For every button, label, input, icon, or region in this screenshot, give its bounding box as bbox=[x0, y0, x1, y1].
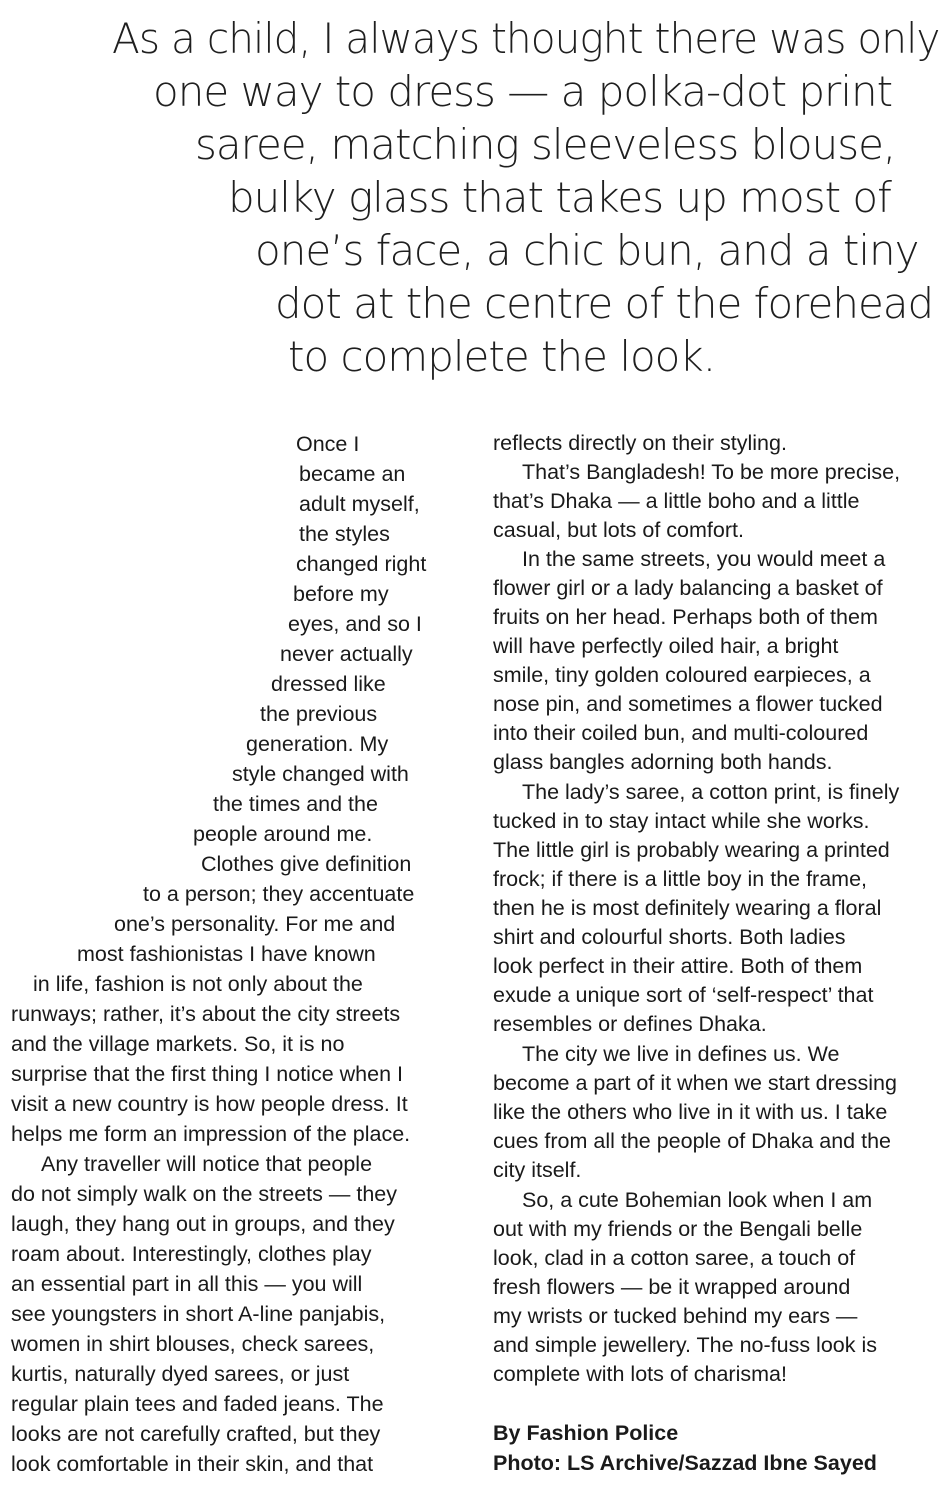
text-line: kurtis, naturally dyed sarees, or just bbox=[11, 1362, 350, 1386]
author-credit: By Fashion Police bbox=[493, 1421, 679, 1445]
text-line: people around me. bbox=[193, 822, 373, 846]
photo-credit: Photo: LS Archive/Sazzad Ibne Sayed bbox=[493, 1451, 877, 1475]
intro-line: to complete the look. bbox=[288, 332, 716, 381]
text-line: That’s Bangladesh! To be more precise, bbox=[522, 460, 901, 484]
text-line: the times and the bbox=[213, 792, 378, 816]
text-line: frock; if there is a little boy in the frame, bbox=[493, 867, 868, 891]
text-line: into their coiled bun, and multi-coloured bbox=[493, 721, 869, 745]
text-line: reflects directly on their styling. bbox=[493, 431, 787, 455]
text-line: became an bbox=[299, 462, 406, 486]
text-line: look comfortable in their skin, and that bbox=[11, 1452, 374, 1476]
text-line: smile, tiny golden coloured earpieces, a bbox=[493, 663, 871, 687]
text-line: become a part of it when we start dressing bbox=[493, 1071, 897, 1095]
text-line: the styles bbox=[299, 522, 390, 546]
text-line: runways; rather, it’s about the city streets bbox=[11, 1002, 401, 1026]
text-line: city itself. bbox=[493, 1158, 582, 1182]
text-line: flower girl or a lady balancing a basket of bbox=[493, 576, 883, 600]
text-line: then he is most definitely wearing a floral bbox=[493, 896, 882, 920]
text-line: cues from all the people of Dhaka and the bbox=[493, 1129, 892, 1153]
intro-line: bulky glass that takes up most of bbox=[228, 173, 891, 222]
text-line: see youngsters in short A-line panjabis, bbox=[11, 1302, 386, 1326]
text-line: Clothes give definition bbox=[201, 852, 412, 876]
text-line: regular plain tees and faded jeans. The bbox=[11, 1392, 384, 1416]
text-line: tucked in to stay intact while she works. bbox=[493, 809, 870, 833]
text-line: like the others who live in it with us. I take bbox=[493, 1100, 888, 1124]
text-line: helps me form an impression of the place. bbox=[11, 1122, 411, 1146]
text-line: visit a new country is how people dress. It bbox=[11, 1092, 408, 1116]
text-line: fruits on her head. Perhaps both of them bbox=[493, 605, 878, 629]
text-line: generation. My bbox=[246, 732, 389, 756]
text-line: most fashionistas I have known bbox=[77, 942, 376, 966]
text-line: never actually bbox=[280, 642, 413, 666]
text-line: The city we live in defines us. We bbox=[522, 1042, 840, 1066]
text-line: Once I bbox=[296, 432, 360, 456]
text-line: resembles or defines Dhaka. bbox=[493, 1012, 767, 1036]
text-line: will have perfectly oiled hair, a bright bbox=[493, 634, 839, 658]
text-line: adult myself, bbox=[299, 492, 420, 516]
text-line: before my bbox=[293, 582, 389, 606]
text-line: dressed like bbox=[271, 672, 386, 696]
text-line: in life, fashion is not only about the bbox=[33, 972, 363, 996]
text-line: style changed with bbox=[232, 762, 409, 786]
text-line: The lady’s saree, a cotton print, is finely bbox=[522, 780, 900, 804]
text-line: nose pin, and sometimes a flower tucked bbox=[493, 692, 883, 716]
text-line: changed right bbox=[296, 552, 427, 576]
text-line: looks are not carefully crafted, but they bbox=[11, 1422, 381, 1446]
text-line: one’s personality. For me and bbox=[114, 912, 396, 936]
text-line: fresh flowers — be it wrapped around bbox=[493, 1275, 851, 1299]
intro-line: saree, matching sleeveless blouse, bbox=[195, 120, 896, 169]
intro-line: dot at the centre of the forehead bbox=[275, 279, 934, 328]
text-line: exude a unique sort of ‘self-respect’ that bbox=[493, 983, 874, 1007]
text-line: eyes, and so I bbox=[288, 612, 422, 636]
text-line: out with my friends or the Bengali belle bbox=[493, 1217, 863, 1241]
text-line: roam about. Interestingly, clothes play bbox=[11, 1242, 372, 1266]
text-line: In the same streets, you would meet a bbox=[522, 547, 886, 571]
text-line: surprise that the first thing I notice when I bbox=[11, 1062, 403, 1086]
text-line: So, a cute Bohemian look when I am bbox=[522, 1188, 873, 1212]
text-line: laugh, they hang out in groups, and they bbox=[11, 1212, 395, 1236]
text-line: look, clad in a cotton saree, a touch of bbox=[493, 1246, 856, 1270]
text-line: and simple jewellery. The no-fuss look is bbox=[493, 1333, 877, 1357]
text-line: women in shirt blouses, check sarees, bbox=[11, 1332, 375, 1356]
text-line: look perfect in their attire. Both of them bbox=[493, 954, 863, 978]
text-line: The little girl is probably wearing a printed bbox=[493, 838, 890, 862]
text-line: to a person; they accentuate bbox=[143, 882, 415, 906]
text-line: complete with lots of charisma! bbox=[493, 1362, 787, 1386]
text-line: my wrists or tucked behind my ears — bbox=[493, 1304, 858, 1328]
text-line: Any traveller will notice that people bbox=[41, 1152, 373, 1176]
text-line: an essential part in all this — you will bbox=[11, 1272, 363, 1296]
text-line: shirt and colourful shorts. Both ladies bbox=[493, 925, 846, 949]
text-line: and the village markets. So, it is no bbox=[11, 1032, 345, 1056]
text-line: the previous bbox=[260, 702, 378, 726]
intro-line: one way to dress — a polka-dot print bbox=[153, 67, 893, 116]
text-line: do not simply walk on the streets — they bbox=[11, 1182, 397, 1206]
text-line: that’s Dhaka — a little boho and a little bbox=[493, 489, 860, 513]
text-line: glass bangles adorning both hands. bbox=[493, 750, 833, 774]
text-line: casual, but lots of comfort. bbox=[493, 518, 744, 542]
intro-line: As a child, I always thought there was only bbox=[112, 14, 940, 63]
intro-line: one’s face, a chic bun, and a tiny bbox=[255, 226, 919, 275]
